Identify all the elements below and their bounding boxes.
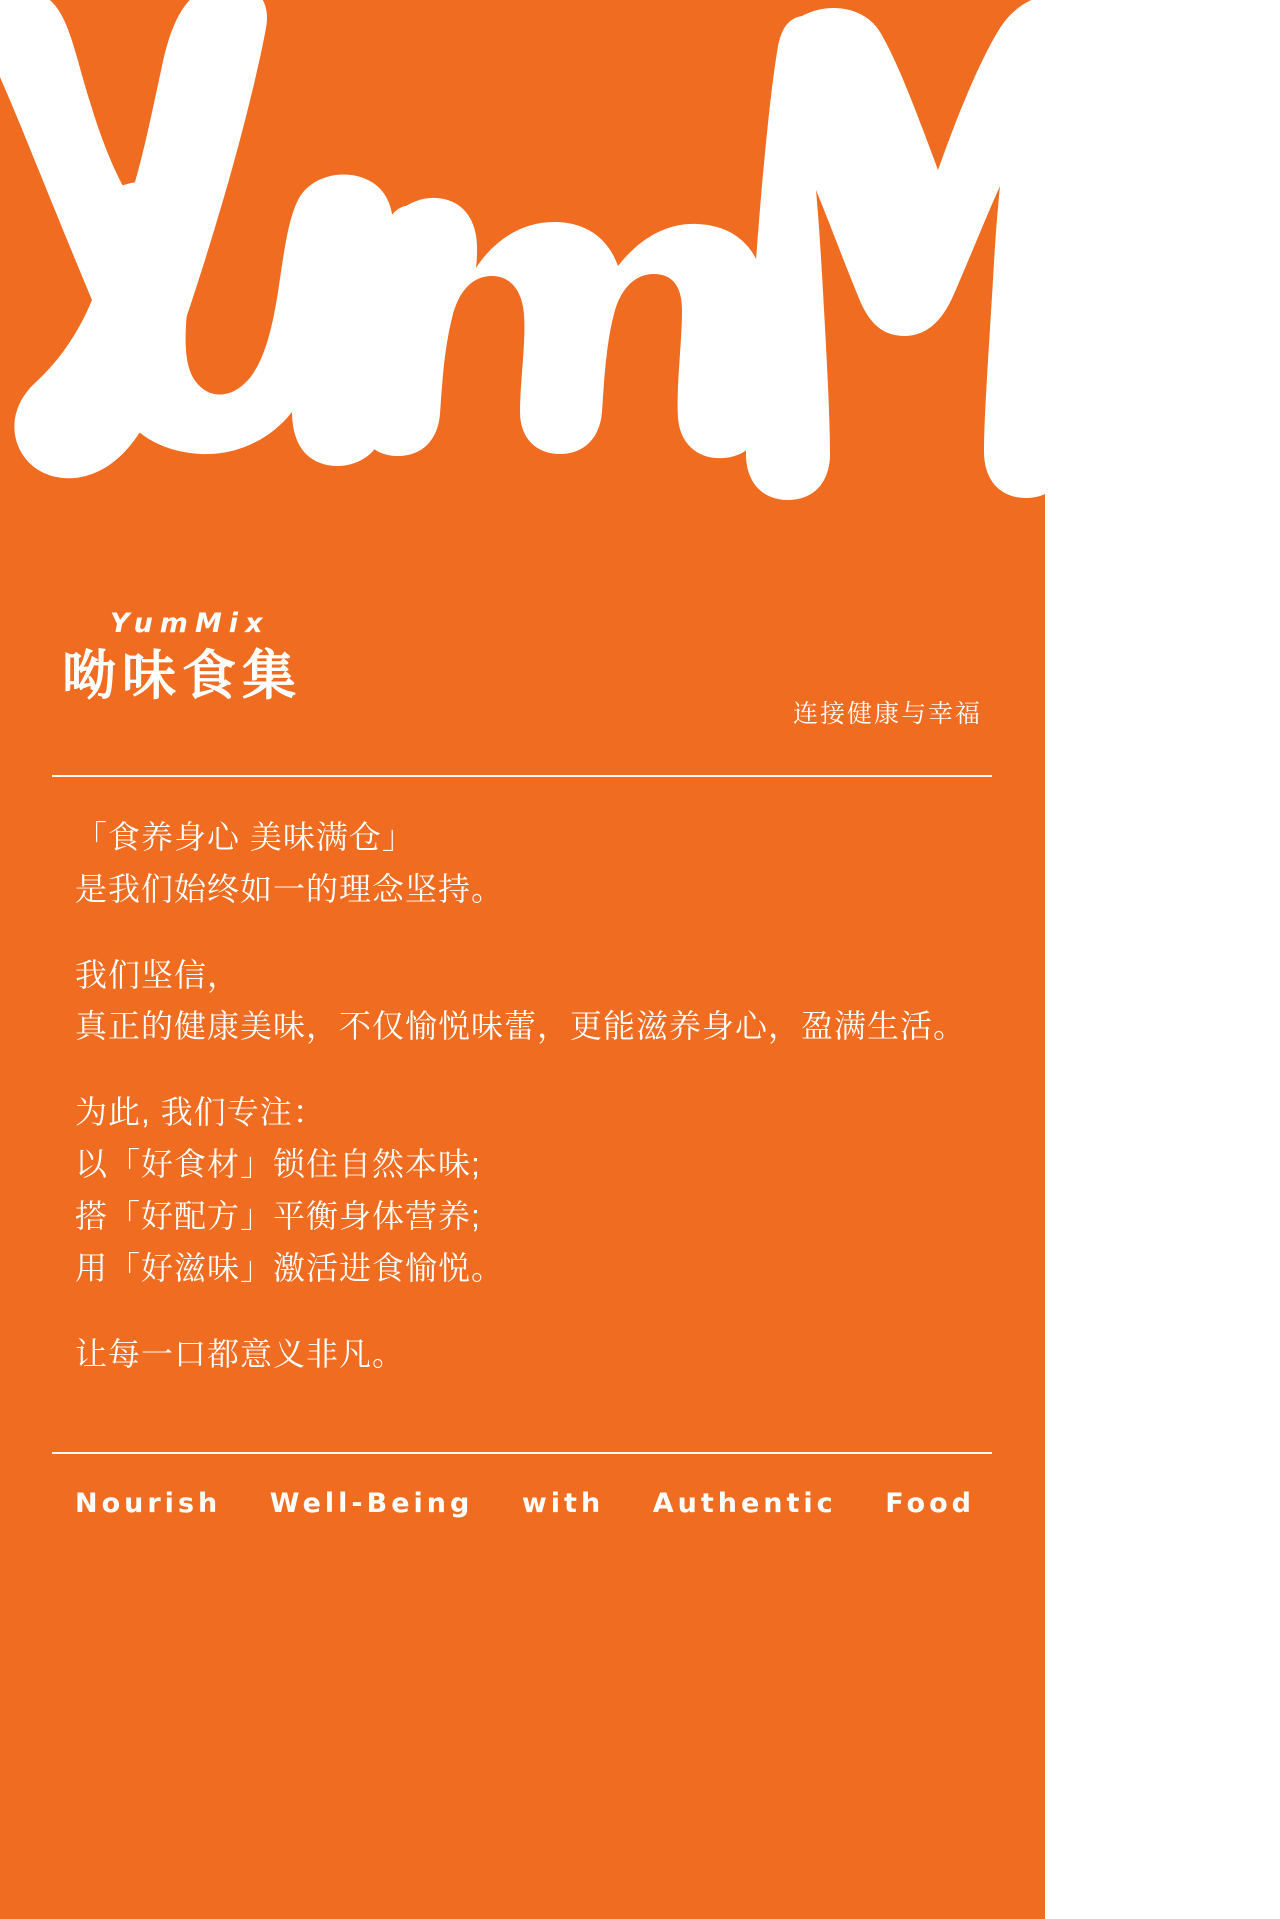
copy-spacer-2 [75,1053,1005,1087]
copy-line-4: 真正的健康美味，不仅愉悦味蕾，更能滋养身心，盈满生活。 [75,1008,967,1045]
brand-tagline: 连接健康与幸福 [792,700,982,728]
footer-word-nourish: Nourish [75,1488,222,1519]
copy-spacer-3 [75,1295,1005,1329]
footer-word-food: Food [885,1488,975,1519]
copy-line-9: 让每一口都意义非凡。 [75,1335,406,1372]
copy-line-2: 是我们始终如一的理念坚持。 [75,870,505,907]
copy-spacer-1 [75,916,1005,950]
copy-line-5: 为此, 我们专注： [75,1094,326,1131]
copy-line-1: 「食养身心 美味满仓」 [75,819,415,855]
brand-block [62,608,982,728]
footer-word-with: with [521,1488,605,1519]
copy-line-3: 我们坚信， [75,956,241,993]
brand-latin-name: YumMix [110,608,270,639]
divider-bottom [52,1452,992,1454]
brand-chinese-name: 呦味食集 [62,646,302,706]
divider-top [52,775,992,777]
copy-line-8: 用「好滋味」激活进食愉悦。 [75,1249,505,1286]
body-copy [75,812,1005,1380]
footer-word-authentic: Authentic [652,1488,837,1519]
footer-slogan [75,1488,975,1519]
copy-line-6: 以「好食材」锁住自然本味; [75,1146,481,1183]
footer-word-wellbeing: Well-Being [269,1488,474,1519]
copy-line-7: 搭「好配方」平衡身体营养; [75,1197,481,1234]
wordmark-logo [0,0,1045,522]
